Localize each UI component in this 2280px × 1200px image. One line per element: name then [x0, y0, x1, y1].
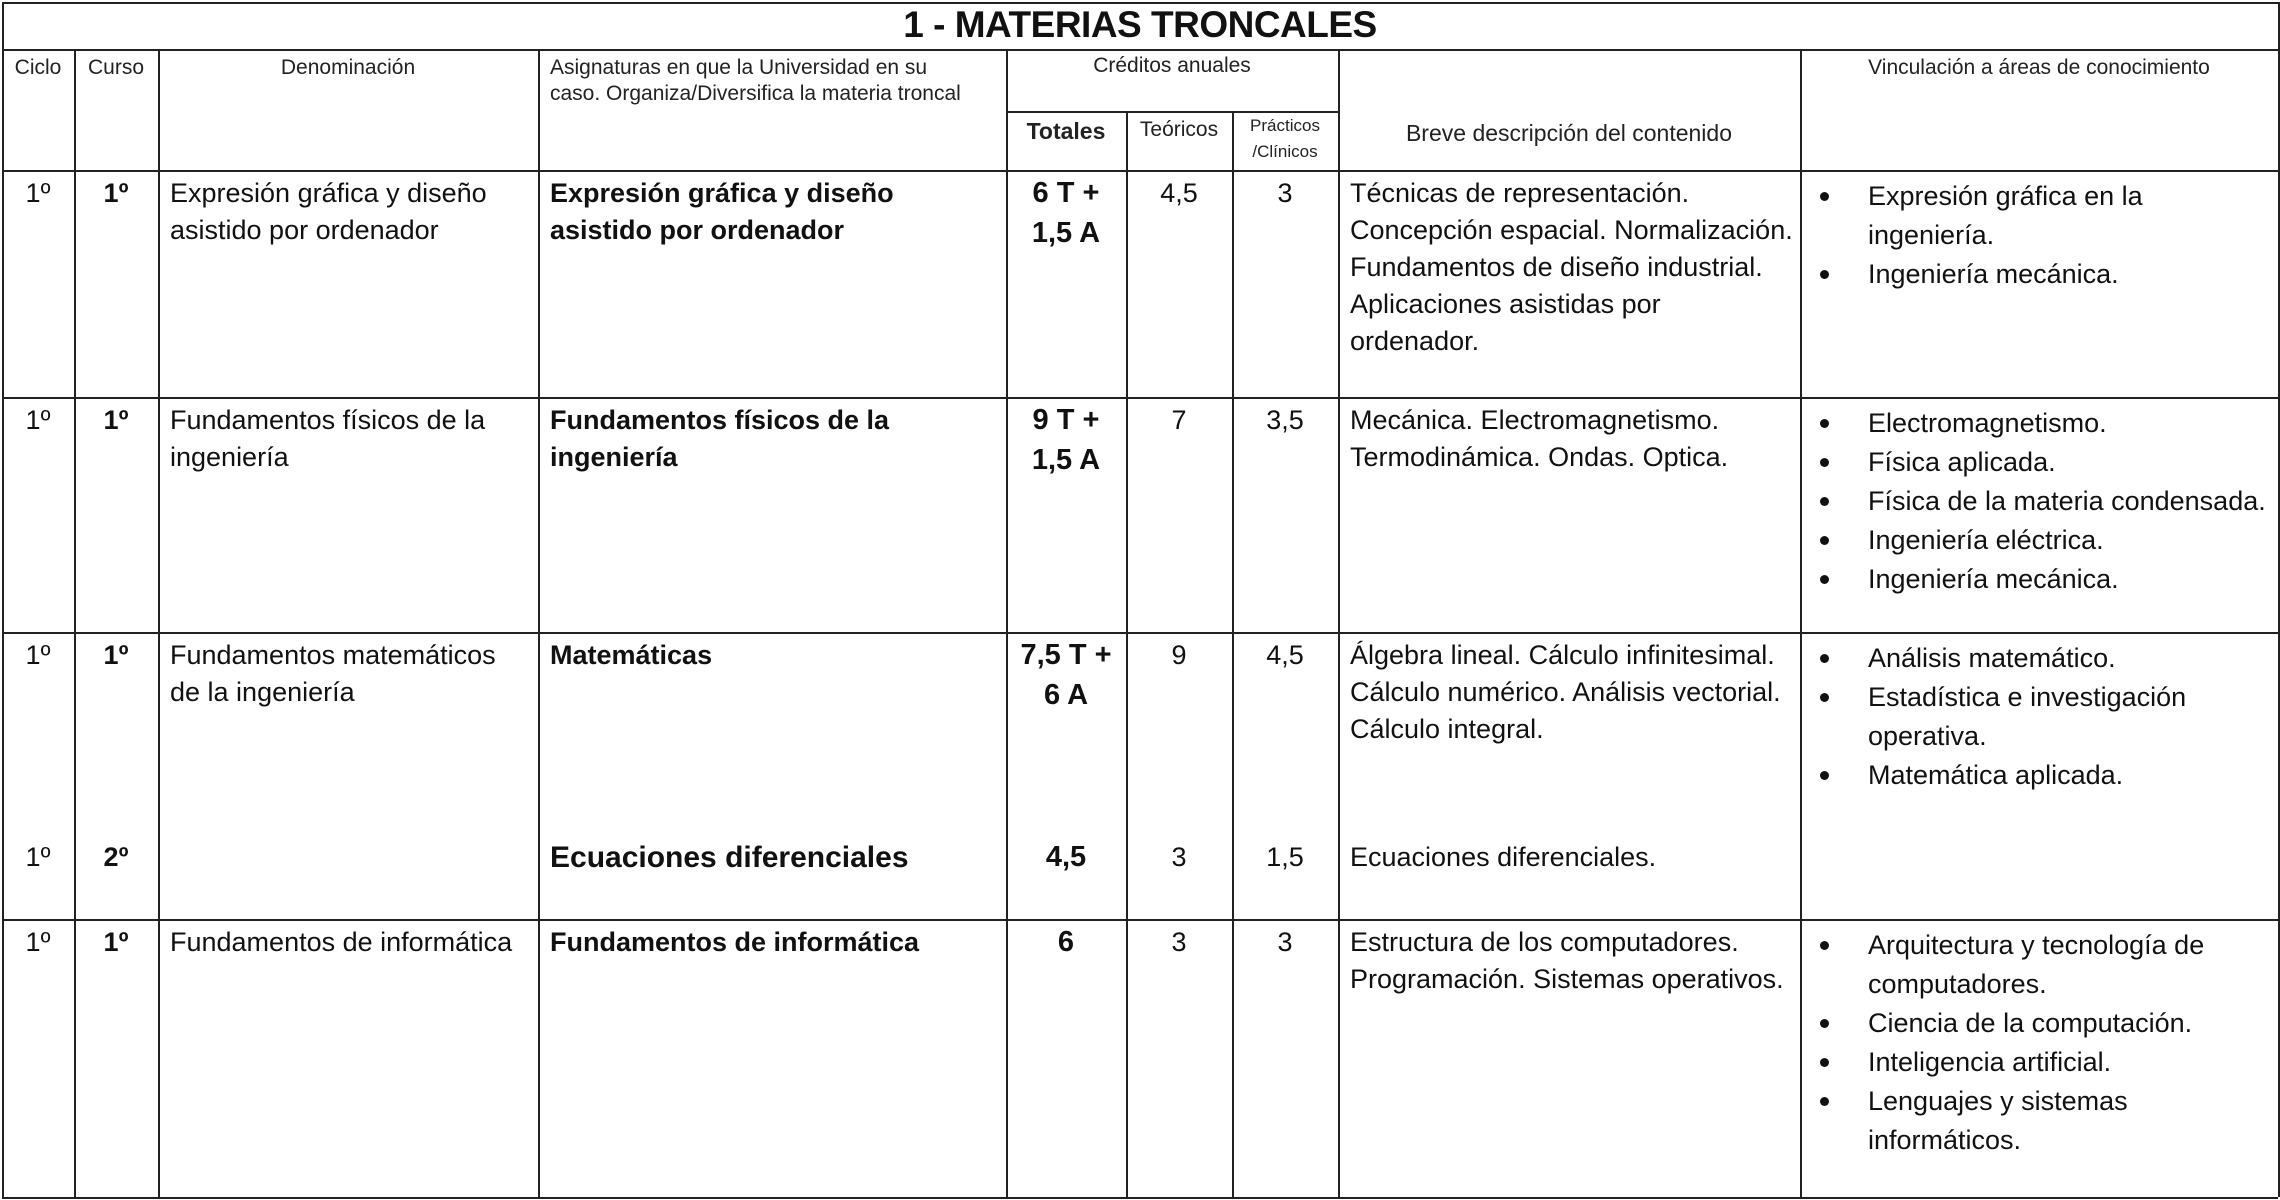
area-list-item	[1808, 404, 2274, 443]
cell-denominacion: Expresión gráfica y diseño	[170, 178, 487, 208]
cell-descripcion: Mecánica. Electromagnetismo.	[1350, 405, 1720, 435]
area-list-item	[1808, 639, 2274, 678]
area-text: Expresión gráfica en la ingeniería.	[1868, 181, 2143, 250]
area-list-item	[1808, 560, 2274, 599]
cell-curso: 1º	[103, 405, 129, 435]
bullet-icon	[1820, 771, 1829, 780]
cell-creditos-teoricos: 3	[1171, 927, 1187, 957]
bullet-icon	[1820, 458, 1829, 467]
area-text: Electromagnetismo.	[1868, 408, 2107, 438]
cell-descripcion: Álgebra lineal. Cálculo infinitesimal.	[1350, 640, 1775, 670]
header-ciclo: Ciclo	[14, 56, 62, 79]
header-descripcion: Breve descripción del contenido	[1405, 120, 1733, 146]
cell-creditos-practicos: 3	[1277, 178, 1293, 208]
cell-descripcion: ordenador.	[1350, 326, 1480, 356]
cell-creditos-totales: 1,5 A	[1031, 217, 1101, 249]
header-teoricos: Teóricos	[1139, 118, 1219, 141]
header-asignaturas-line1: Asignaturas en que la Universidad en su	[550, 56, 928, 79]
cell-curso: 1º	[103, 640, 129, 670]
header-practicos-line2: /Clínicos	[1252, 142, 1318, 161]
column-divider	[158, 49, 160, 1197]
cell-creditos-totales: 1,5 A	[1031, 444, 1101, 476]
bullet-icon	[1820, 1097, 1829, 1106]
header-practicos-line1: Prácticos	[1250, 116, 1320, 135]
area-list-item	[1808, 443, 2274, 482]
cell-creditos-practicos: 1,5	[1266, 842, 1304, 872]
cell-creditos-teoricos: 4,5	[1160, 178, 1198, 208]
bullet-icon	[1820, 1019, 1829, 1028]
cell-ciclo: 1º	[25, 178, 51, 208]
table-border-top	[2, 2, 2278, 4]
column-divider	[1338, 49, 1340, 1197]
cell-creditos-practicos: 3,5	[1266, 405, 1304, 435]
column-divider	[1800, 49, 1802, 1197]
cell-creditos-totales: 7,5 T +	[1020, 639, 1112, 671]
cell-descripcion: Cálculo integral.	[1350, 714, 1544, 744]
row-divider	[2, 397, 2278, 399]
cell-asignatura: Fundamentos de informática	[550, 927, 920, 957]
header-vinculacion: Vinculación a áreas de conocimiento	[1868, 56, 2210, 79]
cell-denominacion: Fundamentos de informática	[170, 927, 513, 957]
area-text: operativa.	[1868, 721, 1987, 751]
header-bottom-line	[2, 170, 2278, 172]
cell-descripcion: Estructura de los computadores.	[1350, 927, 1739, 957]
area-list-item	[1808, 1043, 2274, 1082]
area-text: Estadística e investigación	[1868, 682, 2187, 712]
area-text: informáticos.	[1868, 1125, 2022, 1155]
bullet-icon	[1820, 192, 1829, 201]
cell-descripcion: Cálculo numérico. Análisis vectorial.	[1350, 677, 1781, 707]
bullet-icon	[1820, 270, 1829, 279]
cell-denominacion: ingeniería	[170, 442, 289, 472]
cell-descripcion: Fundamentos de diseño industrial.	[1350, 252, 1763, 282]
area-list-item	[1808, 255, 2274, 294]
cell-asignatura: Expresión gráfica y diseño	[550, 178, 894, 208]
cell-descripcion: Programación. Sistemas operativos.	[1350, 964, 1784, 994]
row-divider	[2, 1197, 2278, 1199]
cell-denominacion: Fundamentos matemáticos	[170, 640, 496, 670]
area-text: Ingeniería eléctrica.	[1868, 525, 2104, 555]
bullet-icon	[1820, 575, 1829, 584]
cell-asignatura: Ecuaciones diferenciales	[550, 841, 909, 874]
row-divider	[2, 632, 2278, 634]
area-list-item	[1808, 521, 2274, 560]
cell-ciclo: 1º	[25, 842, 51, 872]
cell-descripcion: Ecuaciones diferenciales.	[1350, 842, 1657, 872]
header-asignaturas-line2: caso. Organiza/Diversifica la materia troncal	[550, 82, 961, 105]
cell-asignatura: Fundamentos físicos de la	[550, 405, 890, 435]
column-divider	[538, 49, 540, 1197]
areas-list	[1808, 926, 2274, 1160]
cell-asignatura: Matemáticas	[550, 640, 713, 670]
header-creditos: Créditos anuales	[1093, 54, 1251, 77]
cell-descripcion: Aplicaciones asistidas por	[1350, 289, 1661, 319]
area-text: Lenguajes y sistemas	[1868, 1086, 2128, 1116]
area-list-item	[1808, 678, 2274, 756]
cell-descripcion: Termodinámica. Ondas. Optica.	[1350, 442, 1729, 472]
cell-descripcion: Técnicas de representación.	[1350, 178, 1690, 208]
header-totales: Totales	[1026, 118, 1106, 144]
cell-creditos-totales: 6	[1057, 926, 1075, 958]
area-list-item	[1808, 482, 2274, 521]
bullet-icon	[1820, 1058, 1829, 1067]
area-list-item	[1808, 1082, 2274, 1160]
cell-creditos-totales: 6 A	[1043, 679, 1089, 711]
area-text: Física de la materia condensada.	[1868, 486, 2266, 516]
cell-curso: 1º	[103, 927, 129, 957]
cell-curso: 1º	[103, 178, 129, 208]
header-denominacion: Denominación	[280, 56, 416, 79]
cell-asignatura: ingeniería	[550, 442, 678, 472]
bullet-icon	[1820, 536, 1829, 545]
cell-creditos-teoricos: 7	[1171, 405, 1187, 435]
bullet-icon	[1820, 497, 1829, 506]
row-divider	[2, 919, 2278, 921]
cell-denominacion: Fundamentos físicos de la	[170, 405, 486, 435]
page-title: 1 - MATERIAS TRONCALES	[903, 4, 1377, 45]
title-bottom-line	[2, 49, 2278, 51]
area-text: Ciencia de la computación.	[1868, 1008, 2193, 1038]
bullet-icon	[1820, 419, 1829, 428]
cell-descripcion: Concepción espacial. Normalización.	[1350, 215, 1793, 245]
area-text: computadores.	[1868, 969, 2047, 999]
cell-ciclo: 1º	[25, 927, 51, 957]
area-text: Arquitectura y tecnología de	[1868, 930, 2205, 960]
cell-ciclo: 1º	[25, 405, 51, 435]
cell-creditos-totales: 9 T +	[1032, 404, 1100, 436]
bullet-icon	[1820, 654, 1829, 663]
bullet-icon	[1820, 941, 1829, 950]
cell-creditos-totales: 4,5	[1045, 841, 1087, 873]
cell-creditos-teoricos: 9	[1171, 640, 1187, 670]
bullet-icon	[1820, 693, 1829, 702]
cell-curso: 2º	[103, 842, 129, 872]
area-list-item	[1808, 177, 2274, 255]
cell-creditos-teoricos: 3	[1171, 842, 1187, 872]
area-text: Ingeniería mecánica.	[1868, 259, 2119, 289]
areas-list	[1808, 404, 2274, 599]
cell-denominacion: asistido por ordenador	[170, 215, 439, 245]
area-text: Física aplicada.	[1868, 447, 2056, 477]
areas-list	[1808, 177, 2274, 294]
areas-list	[1808, 639, 2274, 795]
area-text: Ingeniería mecánica.	[1868, 564, 2119, 594]
area-text: Análisis matemático.	[1868, 643, 2116, 673]
header-curso: Curso	[87, 56, 145, 79]
cell-creditos-practicos: 4,5	[1266, 640, 1304, 670]
credits-subheader-line	[1006, 111, 1338, 113]
cell-ciclo: 1º	[25, 640, 51, 670]
area-text: Matemática aplicada.	[1868, 760, 2124, 790]
column-divider	[74, 49, 76, 1197]
cell-denominacion: de la ingeniería	[170, 677, 355, 707]
cell-creditos-practicos: 3	[1277, 927, 1293, 957]
area-list-item	[1808, 926, 2274, 1004]
area-text: Inteligencia artificial.	[1868, 1047, 2112, 1077]
area-list-item	[1808, 756, 2274, 795]
cell-creditos-totales: 6 T +	[1032, 177, 1100, 209]
cell-asignatura: asistido por ordenador	[550, 215, 845, 245]
area-list-item	[1808, 1004, 2274, 1043]
